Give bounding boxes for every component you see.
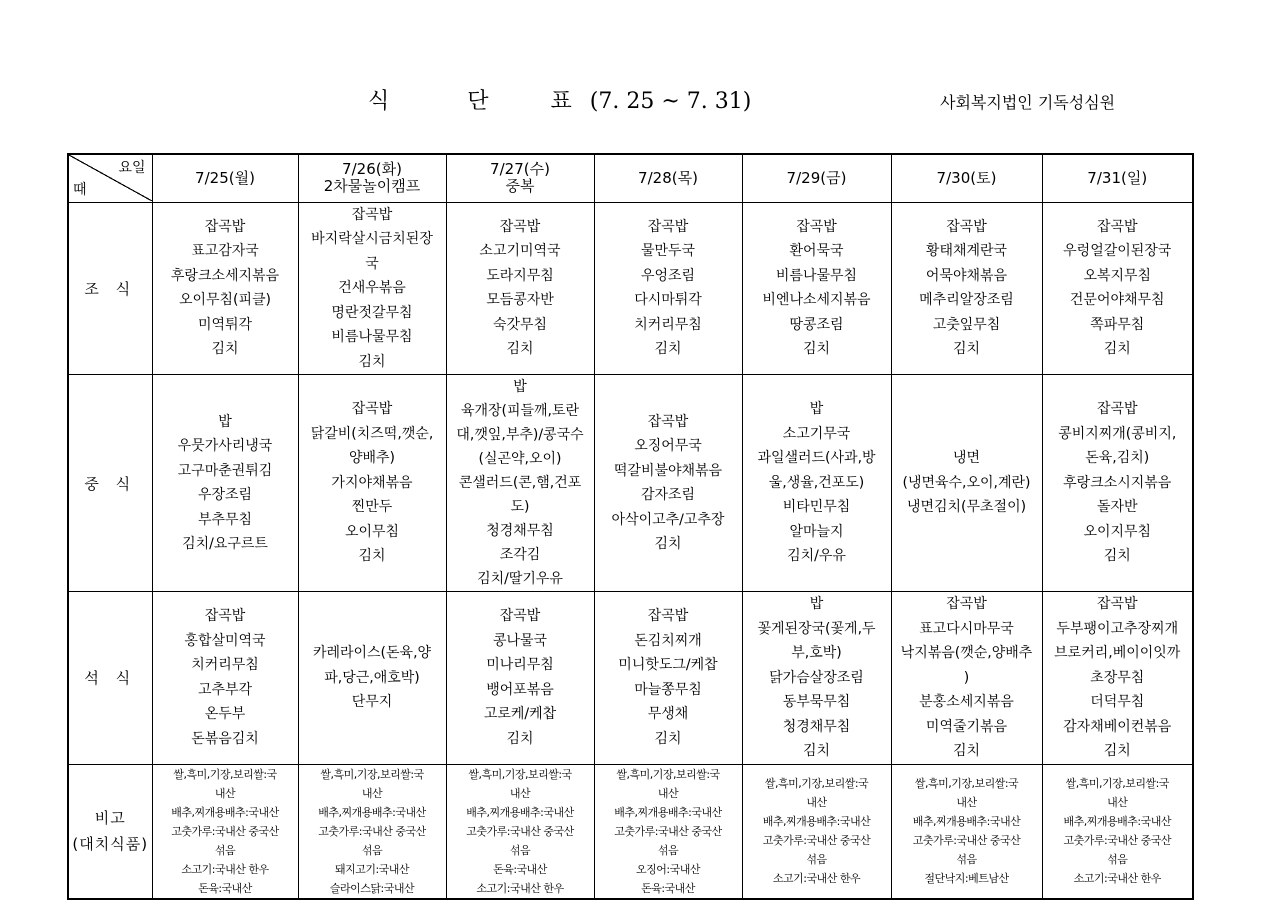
- note-cell: [298, 764, 446, 899]
- menu-cell: [742, 375, 891, 592]
- menu-cell: [742, 202, 891, 375]
- menu-item: 고추부각: [197, 681, 253, 698]
- menu-item: 밥: [513, 379, 527, 395]
- menu-item: 밥: [809, 596, 824, 612]
- menu-item: 김치: [654, 341, 682, 358]
- note-line: 쌀,흑미,기장,보리쌀:국: [468, 767, 572, 781]
- menu-cell: [594, 375, 742, 592]
- note-line: 쌀,흑미,기장,보리쌀:국: [914, 777, 1019, 790]
- day-date: 7/26(화): [342, 160, 402, 179]
- menu-item: 도): [510, 499, 530, 515]
- menu-item: 두부팽이고추장찌개: [1056, 620, 1179, 637]
- menu-item: 밥: [218, 413, 232, 430]
- menu-item: 분홍소세지볶음: [919, 694, 1014, 710]
- note-line: 고춧가루:국내산 중국산: [1063, 834, 1171, 847]
- menu-item: 울,생율,건포도): [768, 474, 865, 491]
- note-line: 배추,찌개용배추:국내산: [762, 815, 871, 828]
- notes-label-line: (대치식품): [72, 835, 149, 853]
- menu-item: 낙지볶음(깻순,양배추: [900, 645, 1033, 661]
- menu-item: 잡곡밥: [499, 608, 541, 625]
- menu-item: 치커리무침: [191, 657, 259, 674]
- menu-item: 김치: [1103, 743, 1131, 759]
- note-line: 내산: [509, 786, 531, 800]
- day-date: 7/28(목): [638, 168, 698, 187]
- menu-item: 김치: [802, 341, 831, 358]
- menu-item: 잡곡밥: [351, 401, 393, 418]
- menu-item: ): [963, 669, 970, 686]
- menu-cell: [594, 202, 742, 375]
- title-part: 식: [368, 89, 390, 114]
- note-line: 섞음: [956, 853, 977, 866]
- notes-label: [68, 764, 152, 899]
- menu-item: 환어묵국: [789, 243, 844, 260]
- menu-item: 표고감자국: [191, 243, 259, 260]
- menu-item: 고로케/케찹: [483, 706, 557, 723]
- note-cell: [446, 764, 594, 899]
- note-cell: [1042, 764, 1193, 899]
- menu-cell: [891, 375, 1042, 592]
- menu-item: 냉면김치(무초절이): [906, 499, 1027, 516]
- day-date: 7/30(토): [936, 168, 997, 187]
- menu-item: 황태채계란국: [925, 243, 1008, 260]
- menu-item: 고구마춘권튀김: [177, 462, 273, 479]
- menu-item: 마늘쫑무침: [634, 681, 702, 698]
- menu-item: 소고기무국: [782, 425, 851, 442]
- menu-item: 잡곡밥: [1096, 218, 1138, 235]
- menu-item: 잡곡밥: [647, 218, 689, 235]
- menu-item: 우장조림: [197, 487, 253, 503]
- day-header: [742, 154, 891, 202]
- menu-item: 돈볶음김치: [191, 730, 259, 747]
- menu-item: 잡곡밥: [204, 218, 246, 235]
- menu-item: 파,당근,애호박): [324, 669, 420, 686]
- menu-item: 치커리무침: [634, 316, 702, 333]
- menu-item: 고춧잎무침: [932, 316, 1001, 333]
- menu-item: 알마늘지: [789, 523, 844, 540]
- menu-cell: [1042, 202, 1193, 375]
- menu-item: 어묵야채볶음: [925, 267, 1008, 284]
- menu-item: 김치: [1103, 548, 1131, 565]
- menu-item: 쪽파무침: [1090, 316, 1145, 333]
- menu-item: 양배추): [348, 450, 396, 467]
- menu-table: [67, 153, 1194, 900]
- menu-item: 명란젓갈무침: [331, 304, 413, 321]
- menu-item: 다시마튀각: [634, 292, 702, 309]
- menu-item: 청경채무침: [782, 718, 851, 735]
- menu-item: 후랑크소세지볶음: [170, 267, 280, 284]
- menu-cell: [152, 592, 298, 765]
- menu-item: 비엔나소세지볶음: [762, 292, 871, 309]
- menu-item: 오이무침: [344, 523, 400, 540]
- note-line: 배추,찌개용배추:국내산: [1063, 815, 1171, 828]
- menu-item: 잡곡밥: [1096, 401, 1138, 418]
- menu-item: 닭가슴살장조림: [769, 669, 864, 686]
- menu-item: 비름나물무침: [331, 329, 413, 345]
- day-date: 7/27(수): [490, 160, 550, 179]
- menu-cell: [891, 202, 1042, 375]
- menu-item: 잡곡밥: [204, 608, 246, 625]
- note-line: 쌀,흑미,기장,보리쌀:국: [173, 767, 277, 781]
- menu-item: 잡곡밥: [351, 206, 393, 223]
- menu-item: 김치/요구르트: [182, 536, 268, 552]
- day-header: [594, 154, 742, 202]
- note-line: 소고기:국내산 한우: [476, 881, 564, 895]
- menu-item: 김치: [506, 730, 534, 747]
- menu-cell: [446, 375, 594, 592]
- meal-label: 석 식: [68, 592, 152, 765]
- menu-item: 밥: [809, 401, 824, 418]
- menu-item: 비름나물무침: [775, 267, 858, 284]
- menu-item: 콩비지찌개(콩비지,: [1058, 425, 1177, 442]
- menu-item: 무생채: [647, 706, 689, 723]
- menu-item: 국: [365, 255, 379, 272]
- note-line: 내산: [956, 796, 977, 809]
- note-line: 소고기:국내산 한우: [772, 872, 861, 885]
- note-cell: [891, 764, 1042, 899]
- menu-item: 부추무침: [197, 511, 253, 528]
- menu-item: 모듬콩자반: [486, 292, 554, 309]
- meal-row: [68, 202, 1193, 375]
- note-line: 돈육:국내산: [198, 881, 252, 895]
- note-line: 내산: [657, 786, 679, 800]
- menu-cell: [1042, 375, 1193, 592]
- notes-row: [68, 764, 1193, 899]
- day-note: 중복: [505, 177, 535, 196]
- menu-item: 물만두국: [640, 243, 696, 260]
- menu-cell: [152, 202, 298, 375]
- menu-item: 콩나물국: [492, 632, 548, 649]
- menu-item: 동부묵무침: [782, 694, 851, 710]
- menu-item: 후랑크소시지볶음: [1063, 474, 1172, 491]
- menu-cell: [1042, 592, 1193, 765]
- note-line: 섞음: [806, 853, 827, 866]
- title-part: 단: [467, 89, 489, 114]
- menu-item: 김치: [952, 341, 981, 358]
- menu-item: 잡곡밥: [946, 218, 987, 235]
- day-header: [446, 154, 594, 202]
- note-line: 내산: [1107, 796, 1128, 809]
- menu-item: 초장무침: [1090, 669, 1145, 686]
- menu-item: 비타민무침: [782, 499, 851, 516]
- note-line: 섞음: [657, 843, 679, 857]
- note-line: 돈육:국내산: [493, 862, 547, 876]
- note-line: 배추,찌개용배추:국내산: [171, 805, 279, 819]
- menu-item: 우엉조림: [640, 267, 696, 284]
- notes-label-line: 비고: [94, 809, 126, 827]
- menu-item: 감자조림: [640, 487, 696, 503]
- menu-item: 잡곡밥: [796, 218, 837, 235]
- menu-cell: [298, 375, 446, 592]
- menu-item: 숙갓무침: [492, 316, 548, 333]
- note-line: 배추,찌개용배추:국내산: [912, 815, 1021, 828]
- note-cell: [742, 764, 891, 899]
- corner-time-label: 때: [73, 182, 87, 199]
- day-date: 7/29(금): [786, 168, 847, 187]
- menu-item: 꽃게된장국(꽃게,두: [757, 620, 876, 637]
- menu-item: 김치: [802, 743, 831, 759]
- menu-item: 과일샐러드(사과,방: [757, 450, 876, 467]
- note-cell: [152, 764, 298, 899]
- note-line: 고춧가루:국내산 중국산: [912, 834, 1021, 847]
- corner-day-label: 요일: [118, 160, 146, 177]
- menu-item: 브로커리,베이이잇까: [1054, 645, 1181, 661]
- menu-cell: [298, 592, 446, 765]
- note-line: 돼지고기:국내산: [334, 862, 410, 876]
- note-line: 쌀,흑미,기장,보리쌀:국: [320, 767, 424, 781]
- menu-item: 미역튀각: [197, 316, 253, 333]
- menu-item: 단무지: [351, 694, 393, 710]
- menu-item: 냉면: [952, 450, 981, 467]
- menu-item: 건새우볶음: [338, 280, 406, 296]
- note-line: 내산: [214, 786, 236, 800]
- menu-item: 돈육,김치): [1085, 450, 1150, 467]
- menu-item: 잡곡밥: [499, 218, 541, 235]
- note-line: 섞음: [214, 843, 236, 857]
- note-line: 섞음: [509, 843, 531, 857]
- menu-item: 청경채무침: [486, 523, 554, 539]
- meal-label: 중 식: [68, 375, 152, 592]
- day-date: 7/31(일): [1087, 168, 1148, 187]
- menu-item: 땅콩조림: [789, 316, 844, 333]
- meal-row: [68, 375, 1193, 592]
- menu-item: 미니핫도그/케찹: [618, 657, 718, 674]
- note-line: 오징어:국내산: [636, 862, 700, 876]
- menu-item: 미나리무침: [486, 657, 554, 674]
- day-note: 2차물놀이캠프: [323, 177, 421, 196]
- menu-item: 김치: [654, 730, 682, 747]
- menu-item: 감자채베이컨볶음: [1063, 718, 1172, 735]
- menu-item: 소고기미역국: [479, 243, 561, 260]
- day-header: [1042, 154, 1193, 202]
- menu-item: 우뭇가사리냉국: [177, 438, 273, 454]
- menu-item: 오이무침(피클): [178, 292, 272, 309]
- menu-item: 아삭이고추/고추장: [611, 511, 725, 528]
- note-line: 쌀,흑미,기장,보리쌀:국: [764, 777, 869, 790]
- menu-item: 표고다시마무국: [919, 620, 1014, 637]
- note-line: 슬라이스닭:국내산: [329, 881, 415, 895]
- menu-item: 잡곡밥: [647, 413, 689, 430]
- menu-item: 조각김: [499, 547, 541, 563]
- menu-item: 김치/우유: [787, 548, 846, 565]
- note-line: 배추,찌개용배추:국내산: [614, 805, 722, 819]
- note-line: 고춧가루:국내산 중국산: [614, 824, 722, 838]
- note-line: 고춧가루:국내산 중국산: [762, 834, 871, 847]
- corner-cell: [68, 154, 152, 202]
- menu-cell: [742, 592, 891, 765]
- menu-item: 가지야채볶음: [331, 474, 413, 491]
- note-line: 절단낙지:베트남산: [924, 872, 1009, 885]
- page-title: [368, 84, 751, 115]
- menu-item: 잡곡밥: [647, 608, 689, 625]
- menu-item: 돈김치찌개: [634, 632, 702, 649]
- menu-cell: [446, 202, 594, 375]
- menu-item: 건문어야채무침: [1069, 292, 1165, 309]
- menu-item: 김치/딸기우유: [477, 571, 563, 587]
- note-line: 고춧가루:국내산 중국산: [171, 824, 279, 838]
- menu-item: 바지락살시금치된장: [311, 231, 433, 247]
- menu-cell: [594, 592, 742, 765]
- note-line: 소고기:국내산 한우: [1073, 872, 1161, 885]
- menu-item: (냉면육수,오이,계란): [902, 474, 1031, 491]
- note-line: 소고기:국내산 한우: [181, 862, 269, 876]
- menu-item: 김치: [1103, 341, 1131, 358]
- menu-item: 잡곡밥: [946, 596, 987, 612]
- menu-item: 잡곡밥: [1096, 596, 1138, 612]
- header-row: [68, 154, 1193, 202]
- note-line: 섞음: [1107, 853, 1128, 866]
- organization-name: 사회복지법인 기독성심원: [940, 93, 1116, 112]
- menu-item: 김치: [952, 743, 981, 759]
- menu-item: 오징어무국: [634, 438, 702, 454]
- day-header: [298, 154, 446, 202]
- menu-cell: [152, 375, 298, 592]
- menu-cell: [298, 202, 446, 375]
- menu-item: 육개장(피들깨,토란: [460, 403, 580, 419]
- menu-item: 김치: [358, 548, 386, 565]
- menu-item: 김치: [358, 353, 386, 370]
- menu-item: 메추리알장조림: [919, 292, 1014, 309]
- menu-cell: [446, 592, 594, 765]
- note-line: 내산: [361, 786, 383, 800]
- menu-item: 홍합살미역국: [184, 632, 266, 649]
- day-date: 7/25(월): [195, 168, 255, 187]
- menu-item: 대,깻잎,부추)/콩국수: [456, 427, 584, 443]
- menu-item: 카레라이스(돈육,양: [312, 645, 432, 661]
- note-line: 내산: [806, 796, 827, 809]
- note-line: 배추,찌개용배추:국내산: [466, 805, 574, 819]
- menu-item: 떡갈비불야채볶음: [613, 462, 723, 479]
- menu-item: 닭갈비(치즈떡,깻순,: [310, 425, 434, 442]
- day-header: [891, 154, 1042, 202]
- note-line: 고춧가루:국내산 중국산: [318, 824, 426, 838]
- note-line: 쌀,흑미,기장,보리쌀:국: [1065, 777, 1169, 790]
- menu-item: (실곤약,오이): [478, 451, 562, 467]
- menu-item: 오이지무침: [1083, 523, 1152, 540]
- meal-label: 조 식: [68, 202, 152, 375]
- menu-item: 도라지무침: [486, 267, 554, 284]
- day-header: [152, 154, 298, 202]
- title-part: 표: [550, 89, 572, 114]
- meal-row: [68, 592, 1193, 765]
- menu-item: 김치: [506, 341, 534, 358]
- menu-item: 온두부: [204, 706, 246, 723]
- menu-item: 우렁얼갈이된장국: [1063, 243, 1172, 260]
- menu-item: 뱅어포볶음: [486, 681, 554, 698]
- note-cell: [594, 764, 742, 899]
- note-line: 고춧가루:국내산 중국산: [466, 824, 574, 838]
- menu-item: 찐만두: [351, 499, 393, 516]
- note-line: 섞음: [361, 843, 383, 857]
- menu-item: 더덕무침: [1090, 694, 1145, 710]
- menu-item: 돌자반: [1096, 499, 1138, 516]
- menu-cell: [891, 592, 1042, 765]
- menu-item: 김치: [211, 341, 239, 358]
- title-part: (7. 25 ~ 7. 31): [589, 89, 752, 114]
- menu-item: 오복지무침: [1083, 267, 1152, 284]
- note-line: 돈육:국내산: [641, 881, 695, 895]
- menu-item: 미역줄기볶음: [925, 718, 1008, 735]
- menu-item: 콘샐러드(콘,햄,건포: [458, 475, 582, 491]
- menu-item: 김치: [654, 536, 682, 552]
- note-line: 배추,찌개용배추:국내산: [318, 805, 426, 819]
- menu-item: 부,호박): [791, 645, 842, 661]
- note-line: 쌀,흑미,기장,보리쌀:국: [616, 767, 720, 781]
